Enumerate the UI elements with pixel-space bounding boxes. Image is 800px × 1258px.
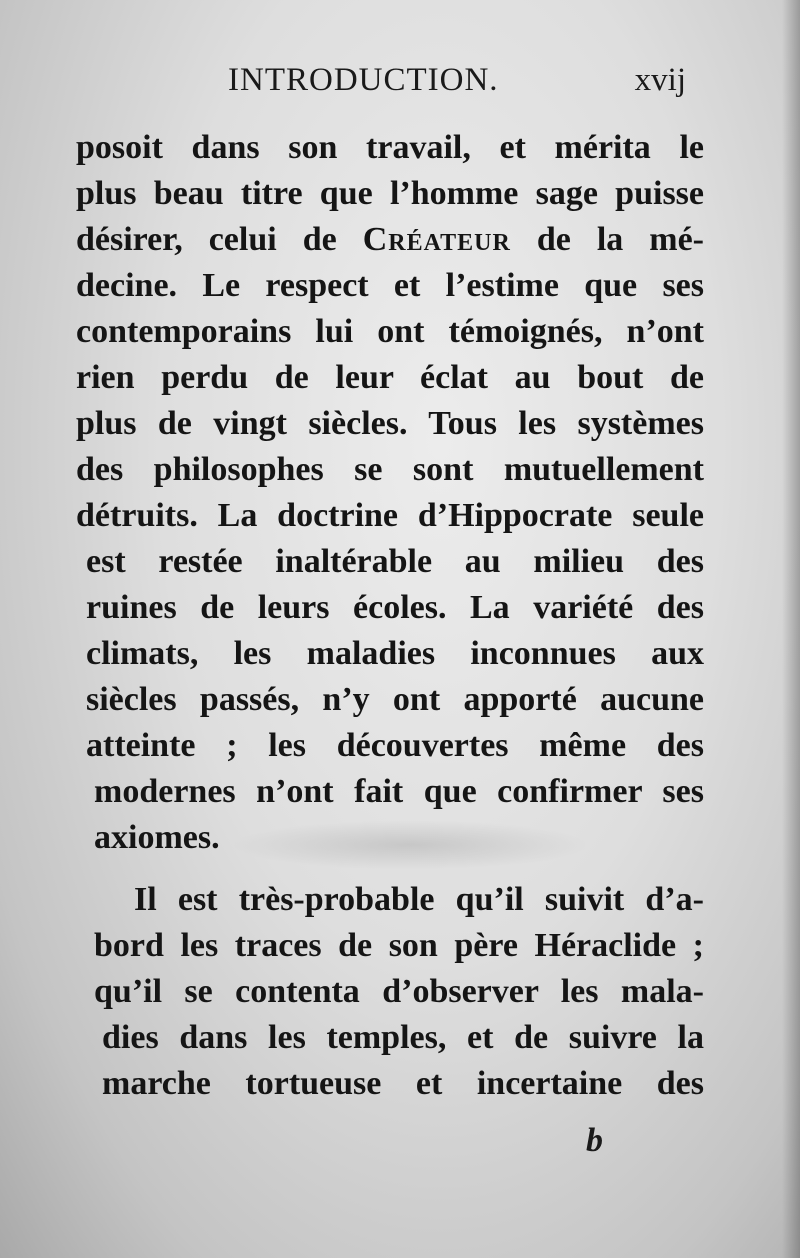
- text-line: bord les traces de son père Héraclide ;: [94, 927, 704, 964]
- page-number: xvij: [634, 62, 686, 98]
- text-line: siècles passés, n’y ont apporté aucune: [86, 681, 704, 718]
- text-line: détruits. La doctrine d’Hippocrate seule: [76, 497, 704, 534]
- text-line: qu’il se contenta d’observer les mala-: [94, 973, 704, 1010]
- text-line: rien perdu de leur éclat au bout de: [76, 359, 704, 396]
- text-line: modernes n’ont fait que confirmer ses: [94, 773, 704, 810]
- text-fragment: de la mé-: [510, 221, 705, 258]
- text-line: axiomes.: [94, 819, 220, 856]
- body-text: [76, 125, 704, 1107]
- smallcaps-word: Créateur: [362, 221, 511, 258]
- text-line: climats, les maladies inconnues aux: [86, 635, 704, 672]
- text-line: Il est très-probable qu’il suivit d’a-: [134, 881, 704, 918]
- text-line: plus de vingt siècles. Tous les systèmes: [76, 405, 704, 442]
- text-line: [76, 217, 704, 263]
- text-line: plus beau titre que l’homme sage puisse: [76, 175, 704, 212]
- text-fragment: désirer, celui de: [76, 221, 363, 258]
- running-head: [228, 62, 698, 106]
- text-line: contemporains lui ont témoignés, n’ont: [76, 313, 704, 350]
- text-line: ruines de leurs écoles. La variété des: [86, 589, 704, 626]
- text-line: posoit dans son travail, et mérita le: [76, 129, 704, 166]
- text-line: decine. Le respect et l’estime que ses: [76, 267, 704, 304]
- text-line: est restée inaltérable au milieu des: [86, 543, 704, 580]
- running-title: INTRODUCTION.: [228, 62, 499, 98]
- text-line: atteinte ; les découvertes même des: [86, 727, 704, 764]
- signature-mark: b: [586, 1122, 603, 1159]
- text-line: des philosophes se sont mutuellement: [76, 451, 704, 488]
- text-line: marche tortueuse et incertaine des: [102, 1065, 704, 1102]
- text-line: dies dans les temples, et de suivre la: [102, 1019, 704, 1056]
